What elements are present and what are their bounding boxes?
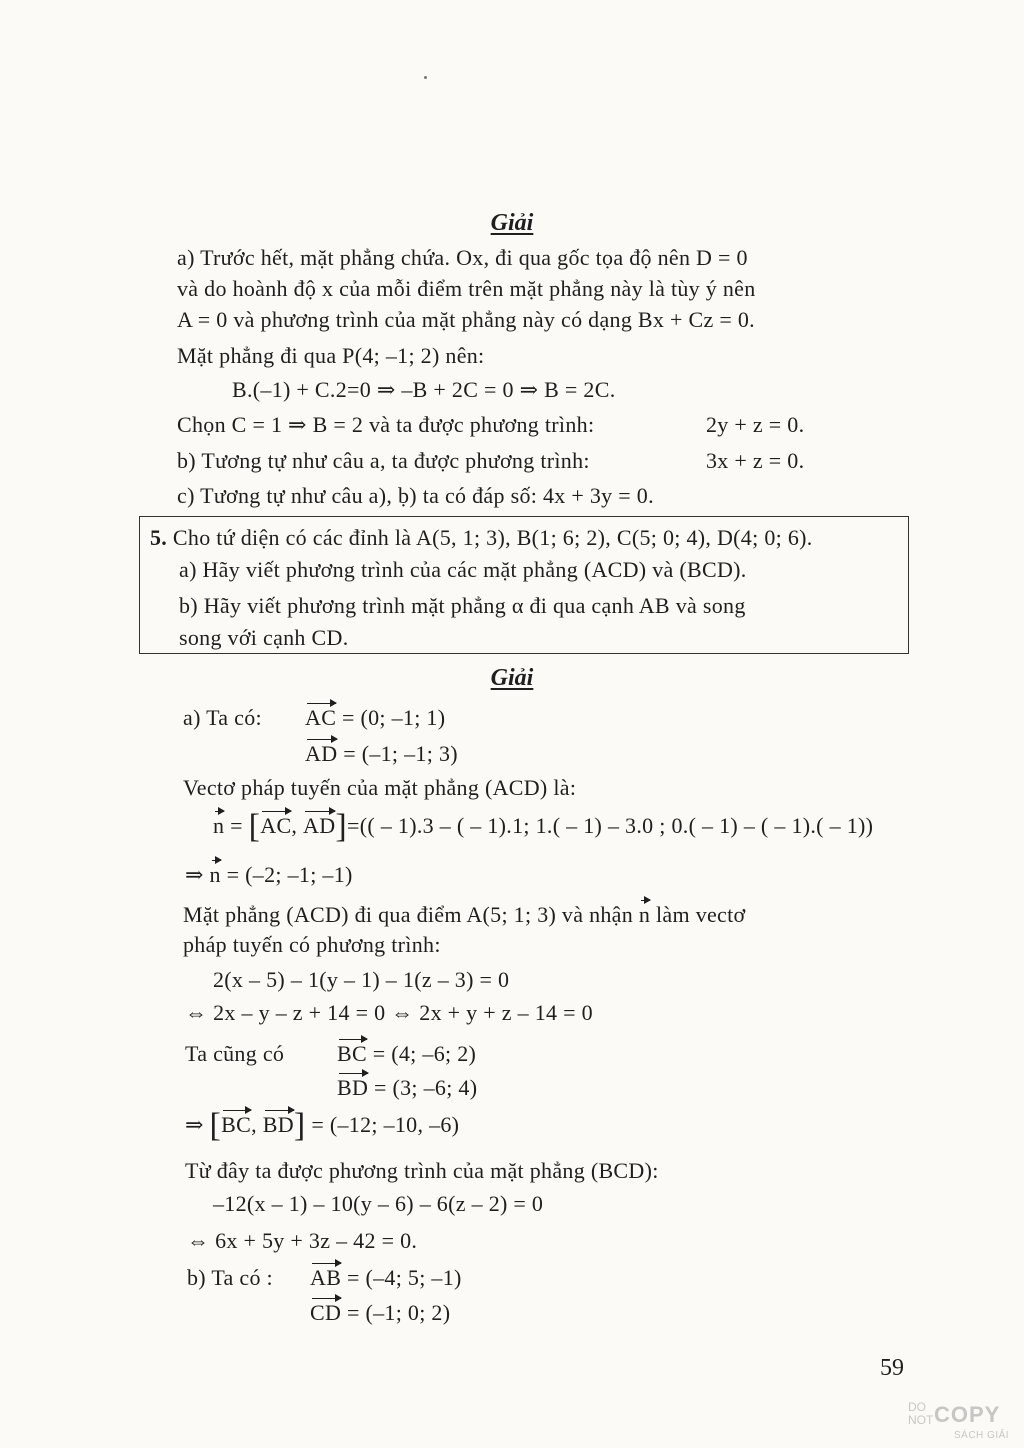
cross-product-value: (( – 1).3 – ( – 1).1; 1.( – 1) – 3.0 ; 0.( – 1) – ( – 1).( – 1)): [359, 813, 874, 838]
vector-BD: BD: [262, 1112, 294, 1137]
problem-part-a: a) Hãy viết phương trình của các mặt phẳng (ACD) và (BCD).: [179, 557, 747, 582]
vector-line: [337, 1075, 477, 1101]
watermark-do: DO: [908, 1400, 926, 1414]
vector-CD: CD: [310, 1300, 342, 1325]
vector-line: [310, 1300, 450, 1326]
vector-n: n: [638, 902, 651, 927]
text-line: và do hoành độ x của mỗi điểm trên mặt phẳng này là tùy ý nên: [177, 276, 756, 301]
text-line: a) Ta có:: [183, 705, 262, 730]
text: làm vectơ: [656, 902, 746, 927]
text: Mặt phẳng (ACD) đi qua điểm A(5; 1; 3) và nhận: [183, 902, 634, 927]
vector-BD: BD: [337, 1075, 369, 1100]
vector-AC: AC: [305, 705, 337, 730]
text-line: b) Ta có :: [187, 1265, 273, 1290]
vector-AB: AB: [310, 1265, 342, 1290]
text-line: Mặt phẳng đi qua P(4; –1; 2) nên:: [177, 343, 485, 368]
equation-line: ⇔ 6x + 5y + 3z – 42 = 0.: [187, 1228, 418, 1253]
equation: 3x + z = 0.: [706, 448, 805, 473]
text-line: Vectơ pháp tuyến của mặt phẳng (ACD) là:: [183, 775, 577, 800]
vector-BC: BC: [337, 1041, 367, 1066]
solution-heading: Giải: [490, 665, 534, 691]
vector-value: = (–2; –1; –1): [220, 862, 353, 887]
problem-text: Cho tứ diện có các đỉnh là A(5, 1; 3), B(1; 6; 2), C(5; 0; 4), D(4; 0; 6).: [172, 525, 813, 550]
watermark-copy: COPY: [934, 1402, 1001, 1427]
vector-value: = (4; –6; 2): [366, 1041, 477, 1066]
text-line: a) Trước hết, mặt phẳng chứa. Ox, đi qua gốc tọa độ nên D = 0: [177, 245, 748, 270]
text-line: [183, 902, 745, 928]
vector-line: [310, 1265, 462, 1291]
problem-statement: [150, 525, 813, 551]
text-line: Chọn C = 1 ⇒ B = 2 và ta được phương trình:: [177, 412, 595, 437]
problem-part-b: b) Hãy viết phương trình mặt phẳng α đi qua cạnh AB và song: [179, 593, 746, 618]
text-line: c) Tương tự như câu a), ḅ) ta có đáp số: 4x + 3y = 0.: [177, 483, 654, 508]
text-line: Ta cũng có: [185, 1041, 285, 1066]
vector-line: [305, 741, 458, 767]
vector-value: = (–4; 5; –1): [341, 1265, 462, 1290]
vector-n: n: [209, 862, 221, 887]
vector-BC: BC: [221, 1112, 252, 1137]
equation-line: –12(x – 1) – 10(y – 6) – 6(z – 2) = 0: [213, 1191, 544, 1216]
vector-AC: AC: [260, 813, 292, 838]
vector-line: [337, 1041, 476, 1067]
vector-AD: AD: [305, 741, 338, 766]
equation: 2y + z = 0.: [706, 412, 805, 437]
vector-value: = (3; –6; 4): [368, 1075, 478, 1100]
result-line: ⇒ n = (–2; –1; –1): [185, 862, 353, 887]
watermark-not: NOT: [908, 1413, 934, 1427]
vector-line: [305, 705, 445, 731]
vector-value: = (0; –1; 1): [336, 705, 446, 730]
vector-AD: AD: [303, 813, 336, 838]
cross-product-value: = (–12; –10, –6): [305, 1112, 460, 1137]
vector-value: = (–1; 0; 2): [341, 1300, 451, 1325]
equation-line: ⇔ 2x – y – z + 14 = 0 ⇔ 2x + y + z – 14 = 0: [185, 1000, 593, 1025]
text-line: A = 0 và phương trình của mặt phẳng này có dạng Bx + Cz = 0.: [177, 307, 755, 332]
problem-part-b-cont: song với cạnh CD.: [179, 625, 349, 650]
page-number: 59: [880, 1355, 904, 1381]
text-line: Từ đây ta được phương trình của mặt phẳng (BCD):: [185, 1158, 659, 1183]
cross-product-line: ⇒ [BC, BD] = (–12; –10, –6): [185, 1107, 460, 1144]
problem-number: 5.: [150, 525, 168, 550]
equation-line: 2(x – 5) – 1(y – 1) – 1(z – 3) = 0: [213, 967, 510, 992]
text-line: b) Tương tự như câu a, ta được phương trình:: [177, 448, 590, 473]
watermark-stamp: [904, 1400, 1012, 1444]
vector-n: n: [213, 813, 225, 838]
solution-heading: Giải: [490, 210, 534, 236]
equation-line: B.(–1) + C.2=0 ⇒ –B + 2C = 0 ⇒ B = 2C.: [232, 377, 616, 402]
watermark-site: SÁCH GIẢI: [954, 1430, 1010, 1441]
text-line: pháp tuyến có phương trình:: [183, 932, 441, 957]
scan-speck: [424, 76, 427, 79]
vector-value: = (–1; –1; 3): [337, 741, 458, 766]
cross-product-line: n = [AC, AD]=(( – 1).3 – ( – 1).1; 1.( – 1) – 3.0 ; 0.( – 1) – ( – 1).( – 1)): [213, 808, 874, 845]
